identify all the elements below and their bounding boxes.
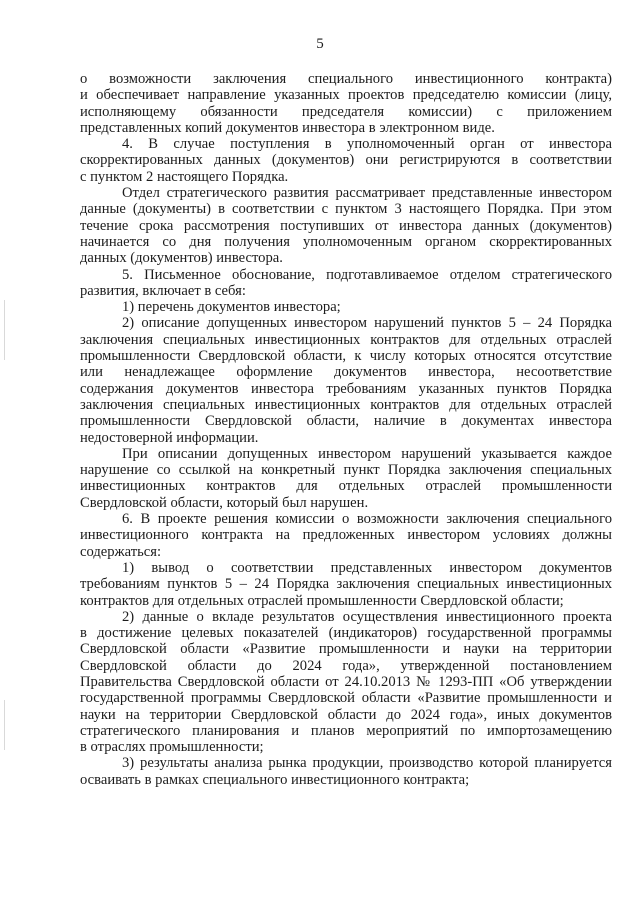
text-line: нарушение со ссылкой на конкретный пункт Порядка заключения специальных <box>80 462 612 479</box>
text-line: или ненадлежащее оформление документов инвестора, несоответствие <box>80 364 612 381</box>
text-line: науки на территории Свердловской области до 2024 года», иных документов <box>80 706 612 723</box>
text-line: течение срока рассмотрения поступивших от инвестора данных (документов) <box>80 217 612 234</box>
text-line: с пунктом 2 настоящего Порядка. <box>80 168 289 185</box>
text-line: 1) вывод о соответствии представленных инвестором документов <box>122 559 612 576</box>
text-line: 1) перечень документов инвестора; <box>122 299 341 316</box>
text-line: инвестиционных контрактов для отдельных отраслей промышленности <box>80 478 612 495</box>
scan-edge-mark <box>4 300 5 360</box>
text-line: 2) данные о вкладе результатов осуществления инвестиционного проекта <box>122 608 612 625</box>
text-line: заключения специальных инвестиционных контрактов для отдельных отраслей <box>80 331 612 348</box>
text-line: Свердловской области, который был нарушен. <box>80 494 369 511</box>
text-line: Правительства Свердловской области от 24.10.2013 № 1293-ПП «Об утверждении <box>80 673 612 690</box>
text-line: стратегического планирования и планов мероприятий по импортозамещению <box>80 722 612 739</box>
text-line: контрактов для отдельных отраслей промышленности Свердловской области; <box>80 592 564 609</box>
page-number: 5 <box>316 36 324 52</box>
text-line: промышленности Свердловской области, наличие в документах инвестора <box>80 413 612 430</box>
text-line: осваивать в рамках специального инвестиционного контракта; <box>80 771 470 788</box>
text-line: 2) описание допущенных инвестором нарушений пунктов 5 – 24 Порядка <box>122 315 612 332</box>
text-line: данных (документов) инвестора. <box>80 250 283 267</box>
text-line: 6. В проекте решения комиссии о возможности заключения специального <box>122 511 612 528</box>
scan-edge-mark <box>4 700 5 750</box>
text-line: заключения специальных инвестиционных контрактов для отдельных отраслей <box>80 396 612 413</box>
text-line: требованиям пунктов 5 – 24 Порядка заключения специальных инвестиционных <box>80 576 612 593</box>
text-line: развития, включает в себя: <box>80 282 246 299</box>
text-line: недостоверной информации. <box>80 429 259 446</box>
text-line: начинается со дня получения уполномоченным органом скорректированных <box>80 233 612 250</box>
text-line: Отдел стратегического развития рассматривает представленные инвестором <box>122 185 612 202</box>
document-body <box>80 71 612 788</box>
text-line: Свердловской области до 2024 года», утвержденной постановлением <box>80 657 612 674</box>
text-line: представленных копий документов инвестора в электронном виде. <box>80 119 495 136</box>
text-line: государственной программы Свердловской области «Развитие промышленности и <box>80 690 612 707</box>
text-line: исполняющему обязанности председателя комиссии) с приложением <box>80 103 612 120</box>
text-line: скорректированных данных (документов) они регистрируются в соответствии <box>80 152 612 169</box>
text-line: 5. Письменное обоснование, подготавливаемое отделом стратегического <box>122 266 612 283</box>
text-line: промышленности Свердловской области, к числу которых относятся отсутствие <box>80 348 612 365</box>
text-line: 3) результаты анализа рынка продукции, производство которой планируется <box>122 755 612 772</box>
text-line: о возможности заключения специального инвестиционного контракта) <box>80 71 612 87</box>
text-line: содержания документов инвестора требованиям указанных пунктов Порядка <box>80 380 612 397</box>
text-line: содержаться: <box>80 543 162 560</box>
text-line: 4. В случае поступления в уполномоченный орган от инвестора <box>122 136 612 153</box>
text-line: в достижение целевых показателей (индикаторов) государственной программы <box>80 625 612 642</box>
text-line: Свердловской области «Развитие промышленности и науки на территории <box>80 641 612 658</box>
text-line: данные (документы) в соответствии с пунктом 3 настоящего Порядка. При этом <box>80 201 612 218</box>
text-line: инвестиционного контракта на предложенных инвестором условиях должны <box>80 527 612 544</box>
text-line: и обеспечивает направление указанных проектов председателю комиссии (лицу, <box>80 87 612 104</box>
text-line: При описании допущенных инвестором нарушений указывается каждое <box>122 445 612 462</box>
text-line: в отраслях промышленности; <box>80 739 264 756</box>
